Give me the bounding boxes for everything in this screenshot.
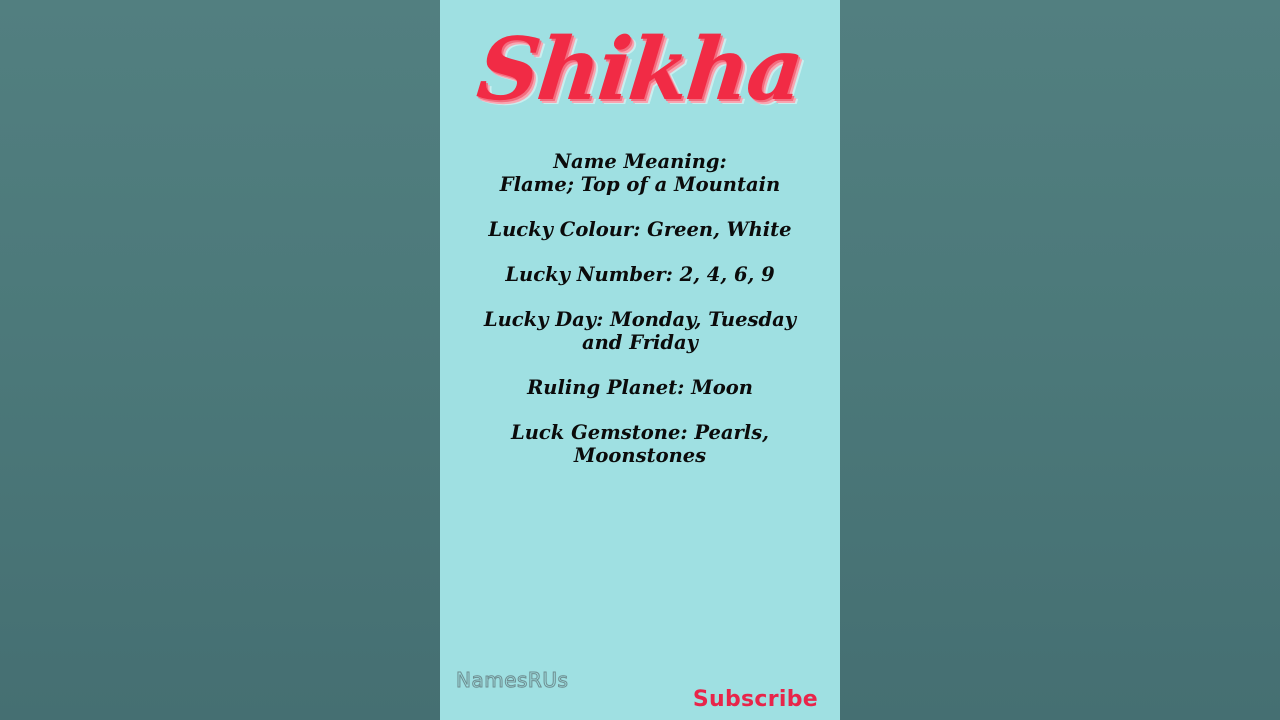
detail-line: and Friday xyxy=(581,331,699,354)
detail-item-ruling-planet xyxy=(448,376,832,399)
detail-line: Lucky Day: Monday, Tuesday xyxy=(483,308,797,331)
detail-line: Name Meaning: xyxy=(553,150,727,173)
detail-line: Luck Gemstone: Pearls, xyxy=(511,421,769,444)
detail-item-luck-gemstone xyxy=(448,421,832,467)
detail-line: Flame; Top of a Mountain xyxy=(499,173,781,196)
detail-item-lucky-day xyxy=(448,308,832,354)
name-details-list xyxy=(440,150,840,467)
detail-item-meaning xyxy=(448,150,832,196)
name-title-area xyxy=(440,0,840,140)
subscribe-button[interactable]: Subscribe xyxy=(692,687,818,712)
detail-line: Lucky Number: 2, 4, 6, 9 xyxy=(505,263,775,286)
detail-item-lucky-colour xyxy=(448,218,832,241)
letterbox-left xyxy=(0,0,440,720)
name-info-card xyxy=(440,0,840,720)
detail-item-lucky-number xyxy=(448,263,832,286)
letterbox-right xyxy=(840,0,1280,720)
detail-line: Ruling Planet: Moon xyxy=(527,376,753,399)
channel-watermark: NamesRUs xyxy=(456,668,569,692)
page-title: Shikha xyxy=(473,19,807,120)
detail-line: Lucky Colour: Green, White xyxy=(488,218,792,241)
detail-line: Moonstones xyxy=(573,444,707,467)
